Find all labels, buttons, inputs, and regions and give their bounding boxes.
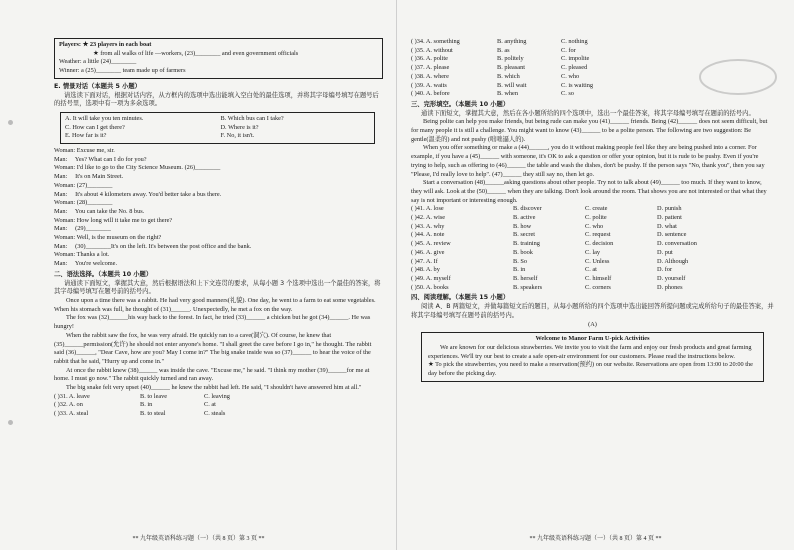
choice-b: B. speakers bbox=[513, 283, 543, 291]
cloze-options bbox=[411, 205, 774, 292]
passage-paragraph: Being polite can help you make friends, but being rude can make you (41)______ friends. Being (42)______ does not seem difficult, but for many people it is still a challenge. You might want to know (43)______ to be a polite person. The following are two suggestion: Be gentle(温柔的) and not pushy (咄咄逼人的). bbox=[411, 118, 768, 143]
question-row bbox=[411, 223, 774, 232]
answer-options bbox=[54, 393, 383, 419]
question-number: ( )49. A. myself bbox=[411, 274, 451, 282]
question-row bbox=[411, 214, 774, 223]
choice-c: C. impolite bbox=[561, 55, 590, 63]
passage-paragraph: Once upon a time there was a rabbit. He had very good manners(礼貌). One day, he went to a farm to eat some vegetables. When his stomach was full, he thought of (31)______. Unexpectedly, he met a fox on the way. bbox=[54, 296, 376, 313]
choice-c: C. Unless bbox=[585, 257, 610, 265]
question-number: ( )35. A. without bbox=[411, 46, 453, 54]
question-row bbox=[54, 401, 383, 410]
choice-d: D. yourself bbox=[657, 274, 686, 282]
dialogue-line: Woman: Thanks a lot. bbox=[54, 251, 110, 259]
choice-d: D. patient bbox=[657, 214, 682, 222]
choice-d: D. conversation bbox=[657, 240, 697, 248]
choice-c: C. decision bbox=[585, 240, 614, 248]
option-a: A. It will take you ten minutes. bbox=[65, 114, 144, 122]
passage-paragraph: Start a conversation (48)______asking questions about other people. Try not to talk about (49)______ too much. If they want to know, they will ask. Look at the (50)______ when they are talking. Don't look around the room. That shows you are not interested or that what they say is not important or interesting enough. bbox=[411, 179, 767, 204]
options-box bbox=[60, 112, 375, 144]
section-3-title: 三、完形填空。（本题共 10 小题） bbox=[411, 100, 510, 108]
section-4-instructions: 阅读 A、B 两篇短文，并做每篇短文后的题目，从每小题所给的四个选项中选出能回答所提问题或完成所给句子的最佳答案，并将其字母编号填写在题号前的括号内。 bbox=[411, 303, 774, 319]
choice-b: B. will wait bbox=[497, 81, 527, 89]
question-row bbox=[411, 275, 774, 284]
weather-line: Weather: a little (24)________ bbox=[59, 58, 137, 66]
dialogue-line: Man: You can take the No. 8 bus. bbox=[54, 207, 145, 215]
question-row bbox=[54, 393, 383, 402]
choice-b: B. pleasant bbox=[497, 64, 525, 72]
choice-d: D. Although bbox=[657, 257, 689, 265]
choice-d: D. for bbox=[657, 266, 673, 274]
question-number: ( )31. A. leave bbox=[54, 392, 90, 400]
question-number: ( )44. A. note bbox=[411, 231, 445, 239]
section-e-title: E. 情景对话（本题共 5 小题） bbox=[54, 82, 141, 90]
section-3-instructions: 通读下面短文，掌握其大意，然后在各小题所给的四个选项中，选出一个最佳答案，将其字母编号填写在题前的括号内。 bbox=[421, 109, 755, 117]
question-number: ( )34. A. something bbox=[411, 38, 460, 45]
dialogue-line: Woman: I'd like to go to the City Science Museum. (26)________ bbox=[54, 164, 221, 172]
section-e-instructions: 请选读下面对话，根据对话内容，从方框内的选项中选出能填入空白处的最佳选项，并将其字母编号填写在题号后的括号里，选项中有一项为多余选项。 bbox=[54, 91, 379, 108]
question-number: ( )33. A. steal bbox=[54, 410, 89, 418]
question-number: ( )43. A. why bbox=[411, 222, 445, 230]
dialogue-line: Woman: (27)________ bbox=[54, 181, 113, 189]
question-row bbox=[411, 47, 774, 56]
choice-c: C. is waiting bbox=[561, 81, 594, 89]
choice-b: B. when bbox=[497, 90, 518, 98]
passage-paragraph: When the rabbit saw the fox, he was very afraid. He quickly ran to a cave(洞穴). Of course, he knew that (35)______permission(允许) he should not enter anyone's home. "I shall greet the cave before I go in," he thought. The rabbit said (36)______, "Dear Cave, how are you? May I come in?" The big snake inside was so (37)______ to hear the voice of the rabbit that he said, "Hurry up and come in." bbox=[54, 331, 372, 365]
choice-c: C. polite bbox=[585, 214, 607, 222]
stamp-watermark bbox=[698, 58, 778, 96]
choice-b: B. discover bbox=[513, 205, 542, 213]
question-row bbox=[411, 249, 774, 258]
choice-c: C. steals bbox=[204, 410, 226, 418]
passage-paragraph: When you offer something or make a (44)______, you do it without making people feel like they are being pushed into a corner. For example, if you have a (45)______ with someone, it's OK to ask a question or offer your opinion, but it is rude to be pushy. Even if you're trying to help, such as offering to (46)______ the table and wash the dishes, don't be pushy. If the person says "No, thank you", then you say "Please, I'd really love to help". (47)______ they still say no, then let go. bbox=[411, 144, 765, 178]
choice-b: B. active bbox=[513, 214, 536, 222]
choice-c: C. nothing bbox=[561, 38, 588, 45]
right-page bbox=[397, 0, 794, 550]
choice-b: B. book bbox=[513, 248, 533, 256]
dialogue-line: Man: It's on Main Street. bbox=[54, 173, 124, 181]
players-line: Players: ★ 23 players in each boat bbox=[59, 41, 152, 48]
dialogue-line: Woman: Well, is the museum on the right? bbox=[54, 234, 162, 242]
dialogue bbox=[54, 147, 383, 269]
question-row bbox=[411, 231, 774, 240]
question-row bbox=[411, 38, 774, 47]
question-number: ( )48. A. by bbox=[411, 266, 440, 274]
question-number: ( )41. A. lose bbox=[411, 205, 444, 213]
choice-b: B. So bbox=[513, 257, 527, 265]
dialogue-line: Man: (29)________ bbox=[54, 225, 111, 233]
choice-b: B. to steal bbox=[140, 410, 166, 418]
choice-d: D. phones bbox=[657, 283, 683, 291]
choice-d: D. sentence bbox=[657, 231, 687, 239]
notice-title: Welcome to Manor Farm U-pick Activities bbox=[535, 335, 650, 343]
choice-c: C. lay bbox=[585, 248, 601, 256]
players-line-2: ★ from all walks of life —workers, (23)________ and even government officials bbox=[93, 49, 299, 57]
question-number: ( )38. A. where bbox=[411, 72, 449, 80]
choice-c: C. who bbox=[561, 72, 580, 80]
choice-b: B. politely bbox=[497, 55, 524, 63]
choice-b: B. training bbox=[513, 240, 540, 248]
option-f: F. No, it isn't. bbox=[220, 132, 255, 140]
choice-b: B. in bbox=[140, 401, 153, 409]
winner-line: Winner: a (25)________ team made up of farmers bbox=[59, 67, 186, 75]
question-number: ( )39. A. waits bbox=[411, 81, 447, 89]
notice-paragraph: ★ To pick the strawberries, you need to make a reservation(预约) on our website. Reservations are open from 13:00 to 20:00 the day before the picking day. bbox=[428, 361, 753, 378]
dialogue-line: Woman: (28)________ bbox=[54, 199, 113, 207]
choice-b: B. to leave bbox=[140, 392, 168, 400]
passage-paragraph: The fox was (32)______his way back to the forest. In fact, he tried (33)______ a chicken but he got (34)______. He was hungry! bbox=[54, 314, 371, 331]
notice-paragraph: We are known for our delicious strawberries. We invite you to visit the farm and enjoy our fresh products and great farming experiences. We'll try our best to create a safe open-air environment for our customers. Please read the instructions below. bbox=[428, 343, 752, 360]
question-number: ( )36. A. polite bbox=[411, 55, 448, 63]
choice-b: B. in bbox=[513, 266, 526, 274]
choice-c: C. so bbox=[561, 90, 574, 98]
page-footer: ** 九年级英语科练习题（一）（共 8 页）第 3 页 ** bbox=[132, 536, 265, 543]
passage-paragraph: The big snake felt very upset (40)______ he knew the rabbit had left. He said, "I shouldn't have answered him at all." bbox=[66, 384, 362, 392]
question-row bbox=[54, 410, 383, 419]
choice-c: C. for bbox=[561, 46, 576, 54]
section-4-title: 四、阅读理解。（本题共 15 小题） bbox=[411, 294, 510, 302]
farm-notice bbox=[421, 332, 764, 382]
choice-c: C. create bbox=[585, 205, 608, 213]
choice-d: D. what bbox=[657, 222, 677, 230]
choice-c: C. request bbox=[585, 231, 611, 239]
question-row bbox=[411, 205, 774, 214]
choice-d: D. punish bbox=[657, 205, 682, 213]
choice-c: C. at bbox=[204, 401, 216, 409]
section-2-title: 二、语法选择。（本题共 10 小题） bbox=[54, 270, 153, 278]
option-d: D. Where is it? bbox=[220, 123, 259, 131]
question-row bbox=[411, 258, 774, 267]
dialogue-line: Man: You're welcome. bbox=[54, 260, 118, 268]
choice-c: C. leaving bbox=[204, 392, 230, 400]
question-number: ( )45. A. review bbox=[411, 240, 451, 248]
dialogue-line: Man: It's about 4 kilometers away. You'd better take a bus there. bbox=[54, 190, 222, 198]
dialogue-line: Woman: Excuse me, sir. bbox=[54, 147, 115, 155]
passage-paragraph: At once the rabbit knew (38)______ was inside the cave. "Excuse me," he said. "I think my mother (39)______for me at home. I must go now." The rabbit quickly turned and ran away. bbox=[54, 366, 370, 383]
choice-c: C. himself bbox=[585, 274, 612, 282]
question-number: ( )40. A. before bbox=[411, 90, 450, 98]
question-number: ( )47. A. If bbox=[411, 257, 438, 265]
choice-c: C. corners bbox=[585, 283, 611, 291]
choice-c: C. at bbox=[585, 266, 597, 274]
choice-b: B. herself bbox=[513, 274, 538, 282]
question-number: ( )50. A. books bbox=[411, 283, 449, 291]
choice-d: D. put bbox=[657, 248, 673, 256]
choice-b: B. secret bbox=[513, 231, 536, 239]
page-footer: ** 九年级英语科练习题（一）（共 8 页）第 4 页 ** bbox=[529, 536, 662, 543]
question-number: ( )42. A. wise bbox=[411, 214, 446, 222]
dialogue-line: Man: (30)________It's on the left. It's between the post office and the bank. bbox=[54, 242, 252, 250]
choice-b: B. anything bbox=[497, 38, 527, 45]
question-row bbox=[411, 266, 774, 275]
choice-b: B. how bbox=[513, 222, 532, 230]
dialogue-line: Woman: How long will it take me to get there? bbox=[54, 216, 173, 224]
question-number: ( )37. A. please bbox=[411, 64, 450, 72]
choice-c: C. who bbox=[585, 222, 604, 230]
part-a-label: (A) bbox=[588, 320, 597, 328]
option-c: C. How can I get there? bbox=[65, 123, 125, 131]
question-row bbox=[411, 284, 774, 293]
choice-c: C. pleased bbox=[561, 64, 588, 72]
section-2-instructions: 请通读下面短文，掌握其大意，然后根据语法和上下文连贯的要求，从每小题 3 个选项中选出一个最佳的答案，将其字母编号填写在题号前的括号内。 bbox=[54, 279, 381, 296]
dialogue-line: Man: Yes? What can I do for you? bbox=[54, 155, 147, 163]
option-b: B. Which bus can I take? bbox=[220, 114, 284, 122]
choice-b: B. as bbox=[497, 46, 510, 54]
option-e: E. How far is it? bbox=[65, 132, 107, 140]
race-info-box bbox=[54, 38, 383, 79]
question-row bbox=[411, 240, 774, 249]
question-number: ( )32. A. on bbox=[54, 401, 83, 409]
question-number: ( )46. A. give bbox=[411, 248, 445, 256]
choice-b: B. which bbox=[497, 72, 520, 80]
